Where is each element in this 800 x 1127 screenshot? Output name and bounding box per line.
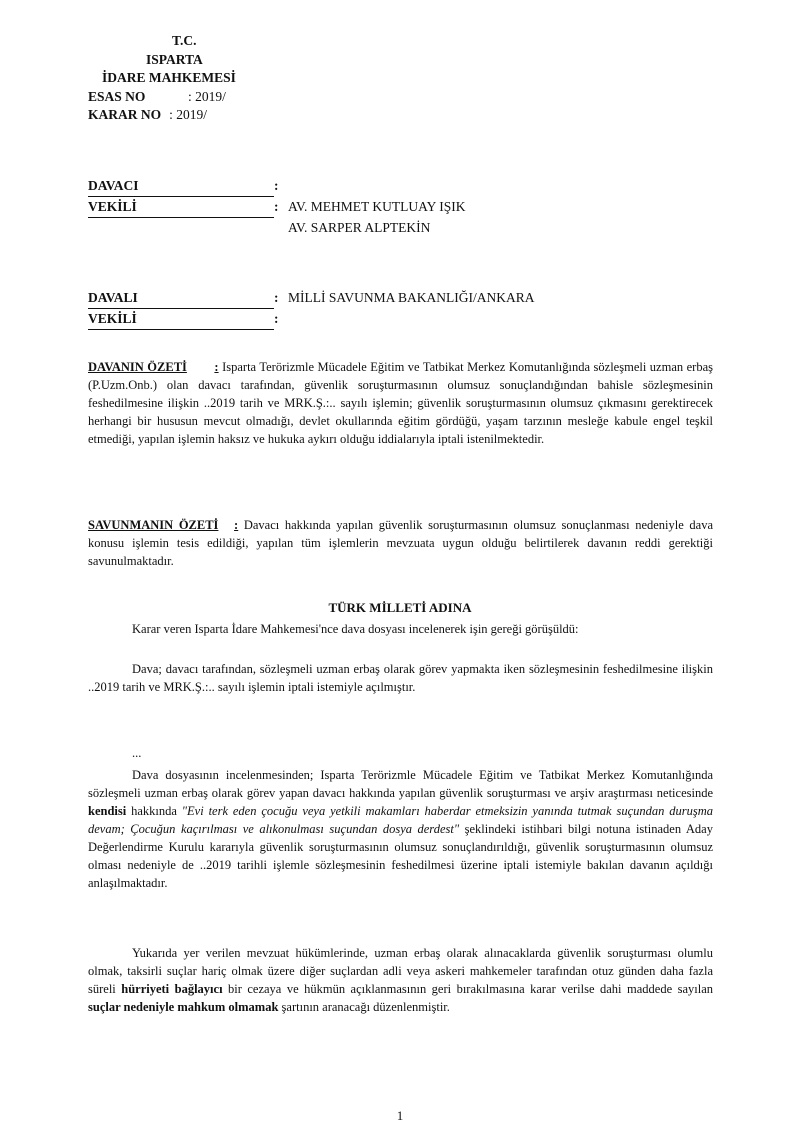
davali-vekili-colon: : [274, 311, 279, 326]
defense-summary-colon: : [234, 518, 239, 532]
dava-paragraph: Dava; davacı tarafından, sözleşmeli uzman erbaş olarak görev yapmakta iken sözleşmesinin feshedilmesine ilişkin ..2019 tarih ve MRK.Ş.:.. sayılı işlemin iptali istemiyle açılmıştır. [88, 662, 713, 694]
defendant-block [88, 288, 535, 330]
bold-hurriyeti-baglayici: hürriyeti bağlayıcı [121, 982, 223, 996]
vekili-row-2 [88, 218, 466, 238]
davali-value: MİLLİ SAVUNMA BAKANLIĞI/ANKARA [288, 290, 535, 305]
defense-summary-paragraph [88, 516, 713, 570]
davali-vekili-row [88, 309, 535, 330]
davali-colon: : [274, 290, 279, 305]
case-summary-colon: : [214, 360, 219, 374]
plaintiff-block [88, 176, 466, 238]
karar-no-label: KARAR NO [88, 107, 162, 122]
esas-no-row [88, 88, 236, 107]
vekili-label: VEKİLİ [88, 197, 274, 218]
turk-milleti-adina-title: TÜRK MİLLETİ ADINA [328, 600, 472, 615]
page-number: 1 [396, 1108, 404, 1123]
case-summary-text: Isparta Terörizmle Mücadele Eğitim ve Tatbikat Merkez Komutanlığında sözleşmeli uzman erbaş (P.Uzm.Onb.) olan davacı tarafından, güvenlik soruşturmasının olumsuz sonuçlandığından bahisle sözleşmesinin feshedilmesine ilişkin ..2019 tarih ve MRK.Ş.:.. sayılı işlemin; güvenlik soruşturmasının olumsuz çıkmasını gerektirecek herhangi bir hususun mevcut olmadığı, devlet okullarında eğitim gördüğü, yaşam tarzının mesleğe kabule engel teşkil etmediği, yapılan işlemin haksız ve hukuka aykırı olduğu iddialarıyla iptali istenilmektedir. [88, 360, 713, 446]
karar-paragraph: Karar veren Isparta İdare Mahkemesi'nce dava dosyası incelenerek işin gereği görüşüldü: [132, 622, 579, 636]
davaci-row [88, 176, 466, 197]
davaci-colon: : [274, 178, 279, 193]
karar-no-value: : 2019/ [169, 107, 208, 122]
defense-summary-text: Davacı hakkında yapılan güvenlik soruşturmasının olumsuz sonuçlanması nedeniyle dava konusu işlemin tesis edildiği, yapılan tüm işlemlerin mevzuata uygun olduğu belirtilerek davanın reddi gerektiği savunulmaktadır. [88, 518, 714, 568]
court-name: İDARE MAHKEMESİ [102, 70, 236, 85]
vekili-lawyer-2: AV. SARPER ALPTEKİN [288, 220, 431, 235]
bold-suclar-nedeniyle: suçlar nedeniyle mahkum olmamak [88, 1000, 279, 1014]
mevzuat-paragraph: Yukarıda yer verilen mevzuat hükümlerinde, uzman erbaş olarak alınacaklarda güvenlik soruşturması olumlu olmak, taksirli suçlar hariç olmak üzere diğer suçlardan adli veya askeri mahkemeler tarafından otuz günden daha fazla süreli hürriyeti bağlayıcı bir cezaya ve hükmün açıklanmasının geri bırakılmasına karar verilse dahi maddede sayılan suçlar nedeniyle mahkum olmamak şartının aranacağı düzenlenmiştir. [88, 946, 713, 1014]
davali-row [88, 288, 535, 309]
karar-no-row [88, 106, 236, 125]
esas-no-label: ESAS NO [88, 88, 146, 104]
davali-vekili-label: VEKİLİ [88, 309, 274, 330]
ellipsis-separator: ... [132, 746, 142, 760]
inceleme-paragraph: Dava dosyasının incelenmesinden; Isparta Terörizmle Mücadele Eğitim ve Tatbikat Merkez Komutanlığında sözleşmeli uzman erbaş olarak görev yapan davacı hakkında yapılan güvenlik soruşturması ve arşiv araştırması neticesinde kendisi hakkında "Evi terk eden çocuğu veya yetkili makamları haberdar etmeksizin yanında tutmak suçundan duruşma devam; Çocuğun kaçırılması ve alıkonulması suçundan dosya derdest" şeklindeki istihbari bilgi notuna istinaden Aday Değerlendirme Kurulu kararıyla güvenlik soruşturmasının olumsuz sonuçlandırıldığı, güvenlik soruşturmasının olumsuz olması nedeniyle de ..2019 tarihli işlemle sözleşmesinin feshedilmesi üzerine iptali istemiyle bakılan davanın açıldığı anlaşılmaktadır. [88, 768, 714, 890]
davali-label: DAVALI [88, 288, 274, 309]
bold-kendisi: kendisi [88, 804, 127, 818]
vekili-row [88, 197, 466, 218]
vekili-colon: : [274, 199, 279, 214]
defense-summary-heading: SAVUNMANIN ÖZETİ [88, 518, 219, 532]
document-header [88, 32, 236, 125]
esas-no-value: : 2019/ [188, 88, 226, 104]
tc-label: T.C. [172, 33, 197, 48]
vekili-lawyer-1: AV. MEHMET KUTLUAY IŞIK [288, 199, 466, 214]
davaci-label: DAVACI [88, 176, 274, 197]
city-label: ISPARTA [146, 51, 203, 67]
case-summary-paragraph [88, 358, 713, 448]
italic-istihbari-quote: "Evi terk eden çocuğu veya yetkili makamları haberdar etmeksizin yanında tutmak suçundan duruşma devam; Çocuğun kaçırılması ve alıkonulması suçundan dosya derdest" [88, 804, 714, 836]
case-summary-heading: DAVANIN ÖZETİ [88, 360, 187, 374]
